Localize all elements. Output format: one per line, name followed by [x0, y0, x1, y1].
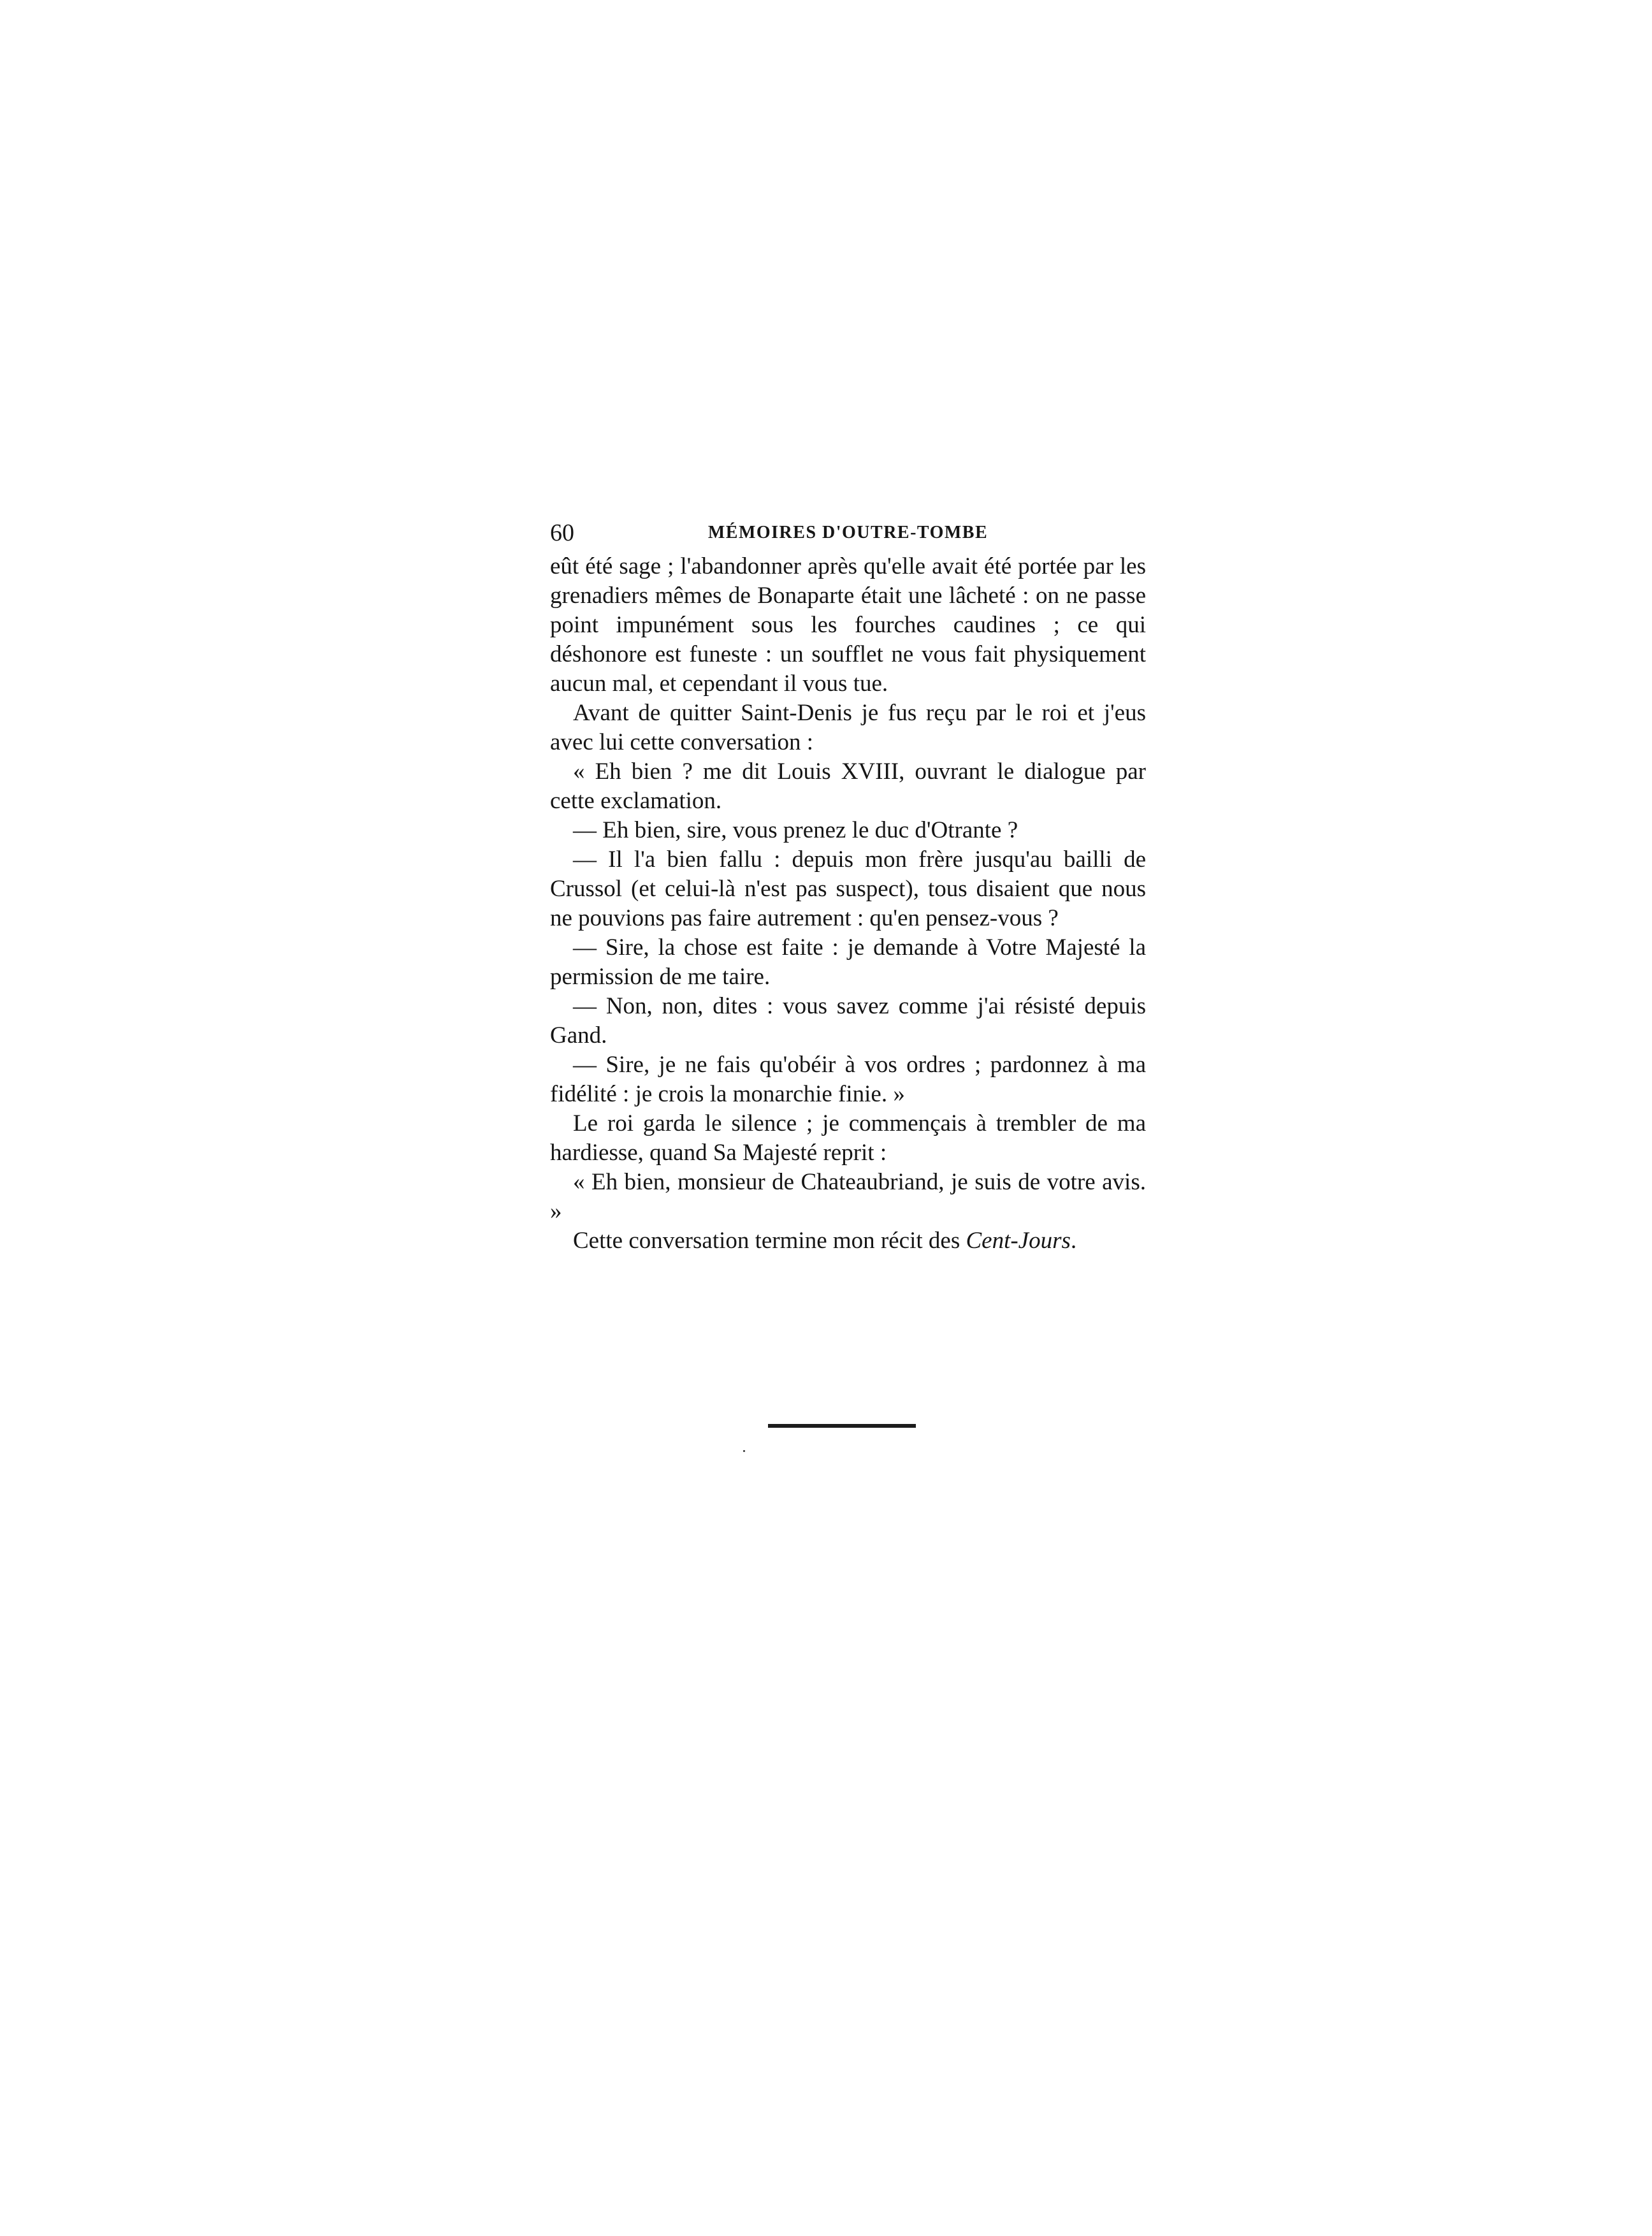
book-title-cent-jours: Cent-Jours: [966, 1228, 1071, 1254]
paragraph: Le roi garda le silence ; je commençais à trembler de ma hardiesse, quand Sa Majesté reprit :: [550, 1110, 1146, 1166]
scan-speck: [743, 1450, 745, 1452]
body-text: [550, 552, 1146, 1256]
paragraph: — Sire, la chose est faite : je demande à Votre Majesté la permission de me taire.: [550, 934, 1146, 990]
paragraph: — Eh bien, sire, vous prenez le duc d'Otrante ?: [573, 817, 1018, 843]
running-head: [550, 518, 1146, 548]
paragraph: — Sire, je ne fais qu'obéir à vos ordres ; pardonnez à ma fidélité : je crois la monarchie finie. »: [550, 1052, 1146, 1107]
paragraph: — Non, non, dites : vous savez comme j'ai résisté depuis Gand.: [550, 993, 1146, 1049]
paragraph: Avant de quitter Saint-Denis je fus reçu par le roi et j'eus avec lui cette conversation :: [550, 700, 1146, 755]
paragraph: eût été sage ; l'abandonner après qu'elle avait été portée par les grenadiers mêmes de Bonaparte était une lâcheté : on ne passe point impunément sous les fourches caudines ; ce qui déshonore est funeste : un soufflet ne vous fait physiquement aucun mal, et cependant il vous tue.: [550, 553, 1146, 697]
running-title: MÉMOIRES D'OUTRE-TOMBE: [707, 523, 989, 542]
chapter-end-rule: [768, 1424, 916, 1428]
page-number: 60: [550, 519, 574, 546]
text-block: [550, 518, 1146, 1256]
closing-paragraph: [550, 1226, 1146, 1256]
closing-text: Cette conversation termine mon récit des: [573, 1228, 966, 1254]
paragraph: — Il l'a bien fallu : depuis mon frère jusqu'au bailli de Crussol (et celui-là n'est pas suspect), tous disaient que nous ne pouvions pas faire autrement : qu'en pensez-vous ?: [550, 846, 1146, 931]
paragraph: « Eh bien, monsieur de Chateaubriand, je suis de votre avis. »: [550, 1169, 1146, 1224]
paragraph: « Eh bien ? me dit Louis XVIII, ouvrant le dialogue par cette exclamation.: [550, 759, 1146, 814]
closing-period: .: [1070, 1228, 1077, 1254]
